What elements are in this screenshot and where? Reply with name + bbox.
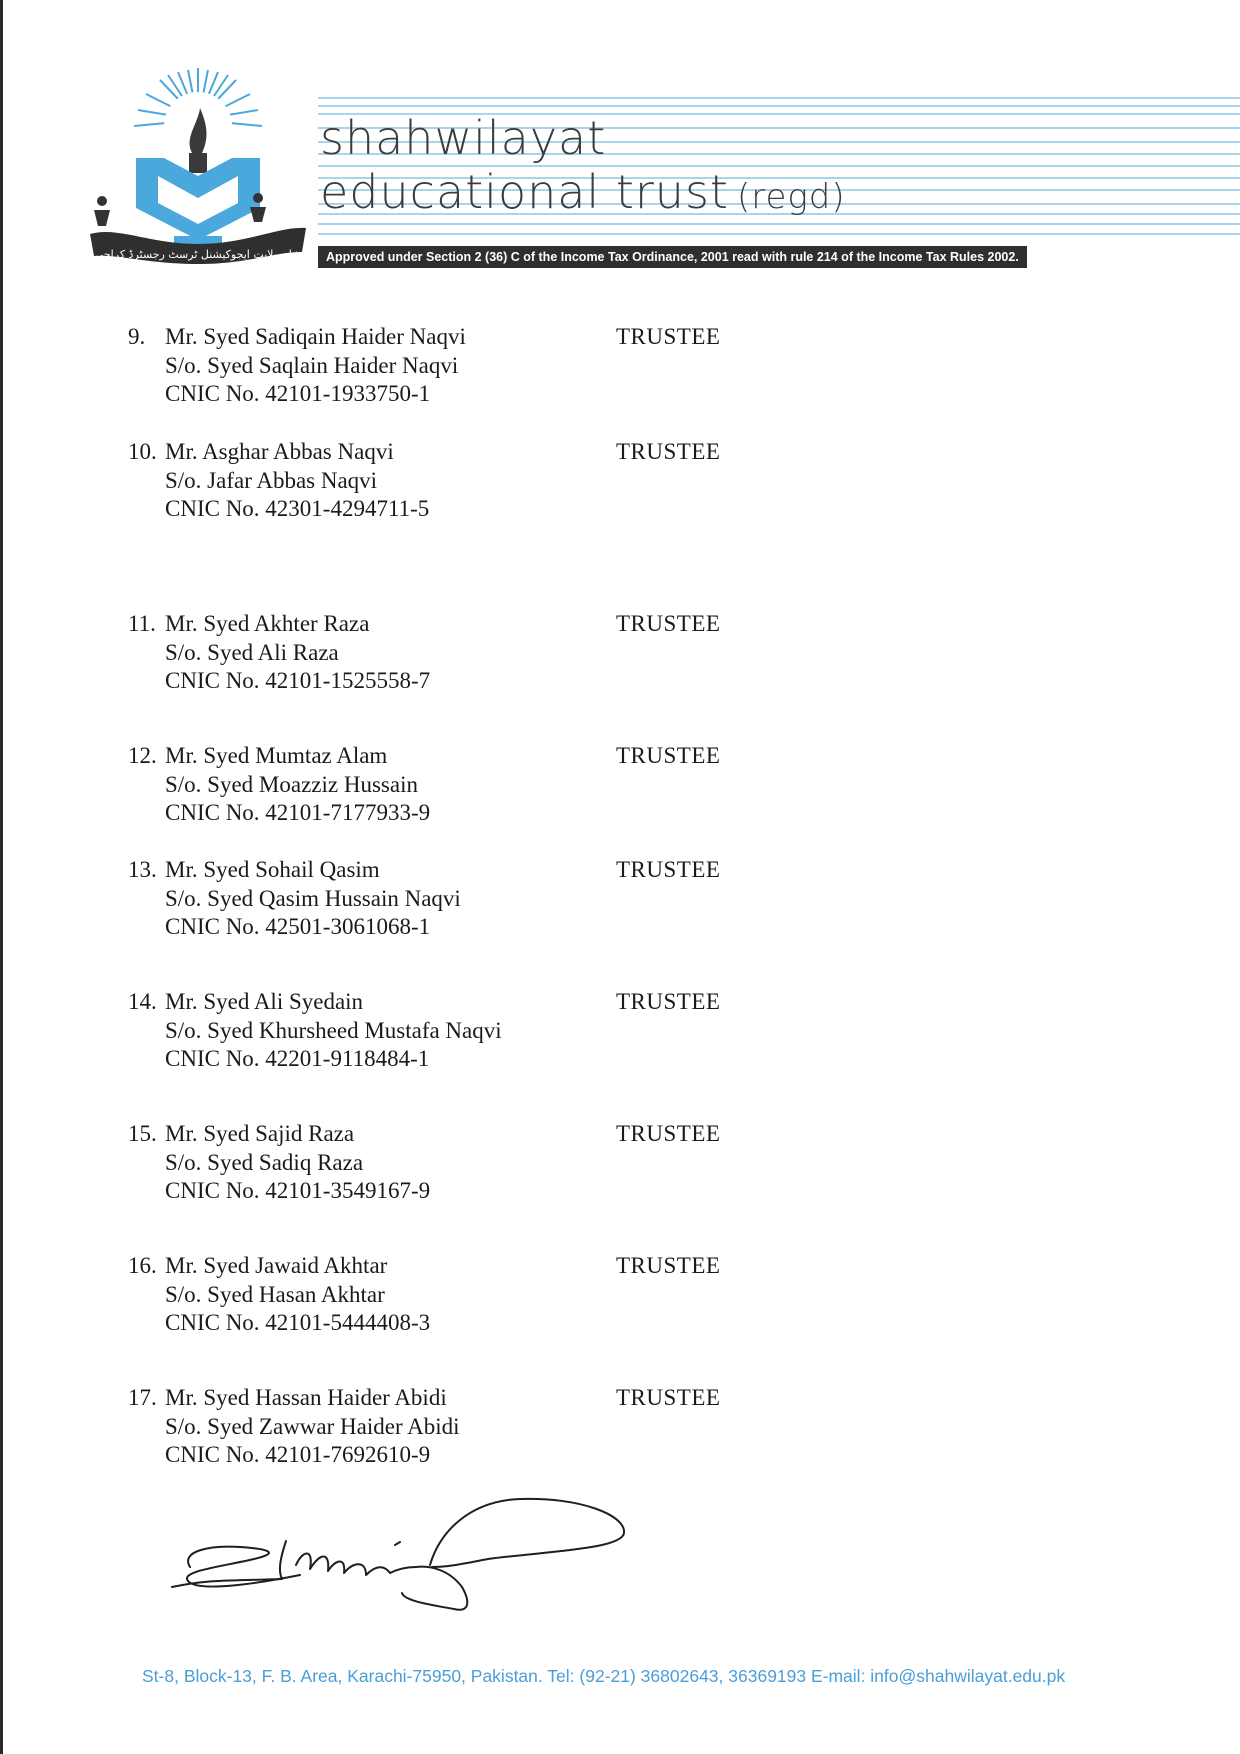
trustee-cnic: CNIC No. 42101-7692610-9 xyxy=(165,1442,431,1467)
trustee-relation: S/o. Syed Qasim Hussain Naqvi xyxy=(165,885,461,911)
trustee-role: TRUSTEE xyxy=(616,439,721,464)
trustee-role: TRUSTEE xyxy=(616,857,721,882)
trustee-relation: S/o. Syed Ali Raza xyxy=(165,639,339,665)
trustee-role: TRUSTEE xyxy=(616,1253,721,1278)
footer-address: St-8, Block-13, F. B. Area, Karachi-75950, Pakistan. Tel: (92-21) 36802643, 36369193 E-mail: info@shahwilayat.edu.pk xyxy=(142,1666,1066,1686)
trustee-number: 17. xyxy=(128,1385,157,1410)
trustee-relation: S/o. Jafar Abbas Naqvi xyxy=(165,467,378,493)
trustee-name: Mr. Syed Sajid Raza xyxy=(165,1121,355,1146)
trustee-name: Mr. Syed Ali Syedain xyxy=(165,989,364,1014)
trustee-cnic: CNIC No. 42101-1525558-7 xyxy=(165,668,431,693)
org-registered-suffix: (regd) xyxy=(736,177,846,217)
trustee-name: Mr. Syed Mumtaz Alam xyxy=(165,743,388,768)
trustee-name: Mr. Asghar Abbas Naqvi xyxy=(165,439,394,464)
org-name-line2: educational trust xyxy=(320,165,729,219)
trustee-relation: S/o. Syed Saqlain Haider Naqvi xyxy=(165,352,459,378)
org-name-line1: shahwilayat xyxy=(320,111,607,165)
trustee-role: TRUSTEE xyxy=(616,324,721,349)
trustee-relation: S/o. Syed Zawwar Haider Abidi xyxy=(165,1413,460,1439)
trustee-name: Mr. Syed Hassan Haider Abidi xyxy=(165,1385,447,1410)
trustee-cnic: CNIC No. 42101-7177933-9 xyxy=(165,800,431,825)
trustee-cnic: CNIC No. 42101-3549167-9 xyxy=(165,1178,431,1203)
trustee-cnic: CNIC No. 42201-9118484-1 xyxy=(165,1046,430,1071)
trustee-role: TRUSTEE xyxy=(616,743,721,768)
trustee-relation: S/o. Syed Sadiq Raza xyxy=(165,1149,364,1175)
trustee-role: TRUSTEE xyxy=(616,1121,721,1146)
trustee-role: TRUSTEE xyxy=(616,1385,721,1410)
trustee-number: 9. xyxy=(128,324,146,349)
trustee-number: 14. xyxy=(128,989,157,1014)
trustee-name: Mr. Syed Jawaid Akhtar xyxy=(165,1253,388,1278)
trustee-number: 13. xyxy=(128,857,157,882)
trustee-name: Mr. Syed Sohail Qasim xyxy=(165,857,380,882)
trustee-name: Mr. Syed Akhter Raza xyxy=(165,611,370,636)
trustee-number: 10. xyxy=(128,439,157,464)
trustee-relation: S/o. Syed Hasan Akhtar xyxy=(165,1281,385,1307)
trustee-cnic: CNIC No. 42501-3061068-1 xyxy=(165,914,431,939)
trustee-cnic: CNIC No. 42101-1933750-1 xyxy=(165,381,431,406)
trustee-number: 11. xyxy=(128,611,156,636)
trustee-number: 16. xyxy=(128,1253,157,1278)
trustee-relation: S/o. Syed Moazziz Hussain xyxy=(165,771,418,797)
handwritten-signature xyxy=(170,1475,640,1615)
trustee-name: Mr. Syed Sadiqain Haider Naqvi xyxy=(165,324,466,349)
trustee-cnic: CNIC No. 42301-4294711-5 xyxy=(165,496,430,521)
trustee-number: 12. xyxy=(128,743,157,768)
trustee-role: TRUSTEE xyxy=(616,989,721,1014)
trustee-relation: S/o. Syed Khursheed Mustafa Naqvi xyxy=(165,1017,502,1043)
tax-approval-banner: Approved under Section 2 (36) C of the Income Tax Ordinance, 2001 read with rule 214 of the Income Tax Rules 2002. xyxy=(318,246,1027,268)
trustee-cnic: CNIC No. 42101-5444408-3 xyxy=(165,1310,431,1335)
trustee-role: TRUSTEE xyxy=(616,611,721,636)
trustee-number: 15. xyxy=(128,1121,157,1146)
logo-urdu-text: شاہ ولایت ایجوکیشنل ٹرسٹ رجسٹرڈ کراچی xyxy=(94,248,302,261)
